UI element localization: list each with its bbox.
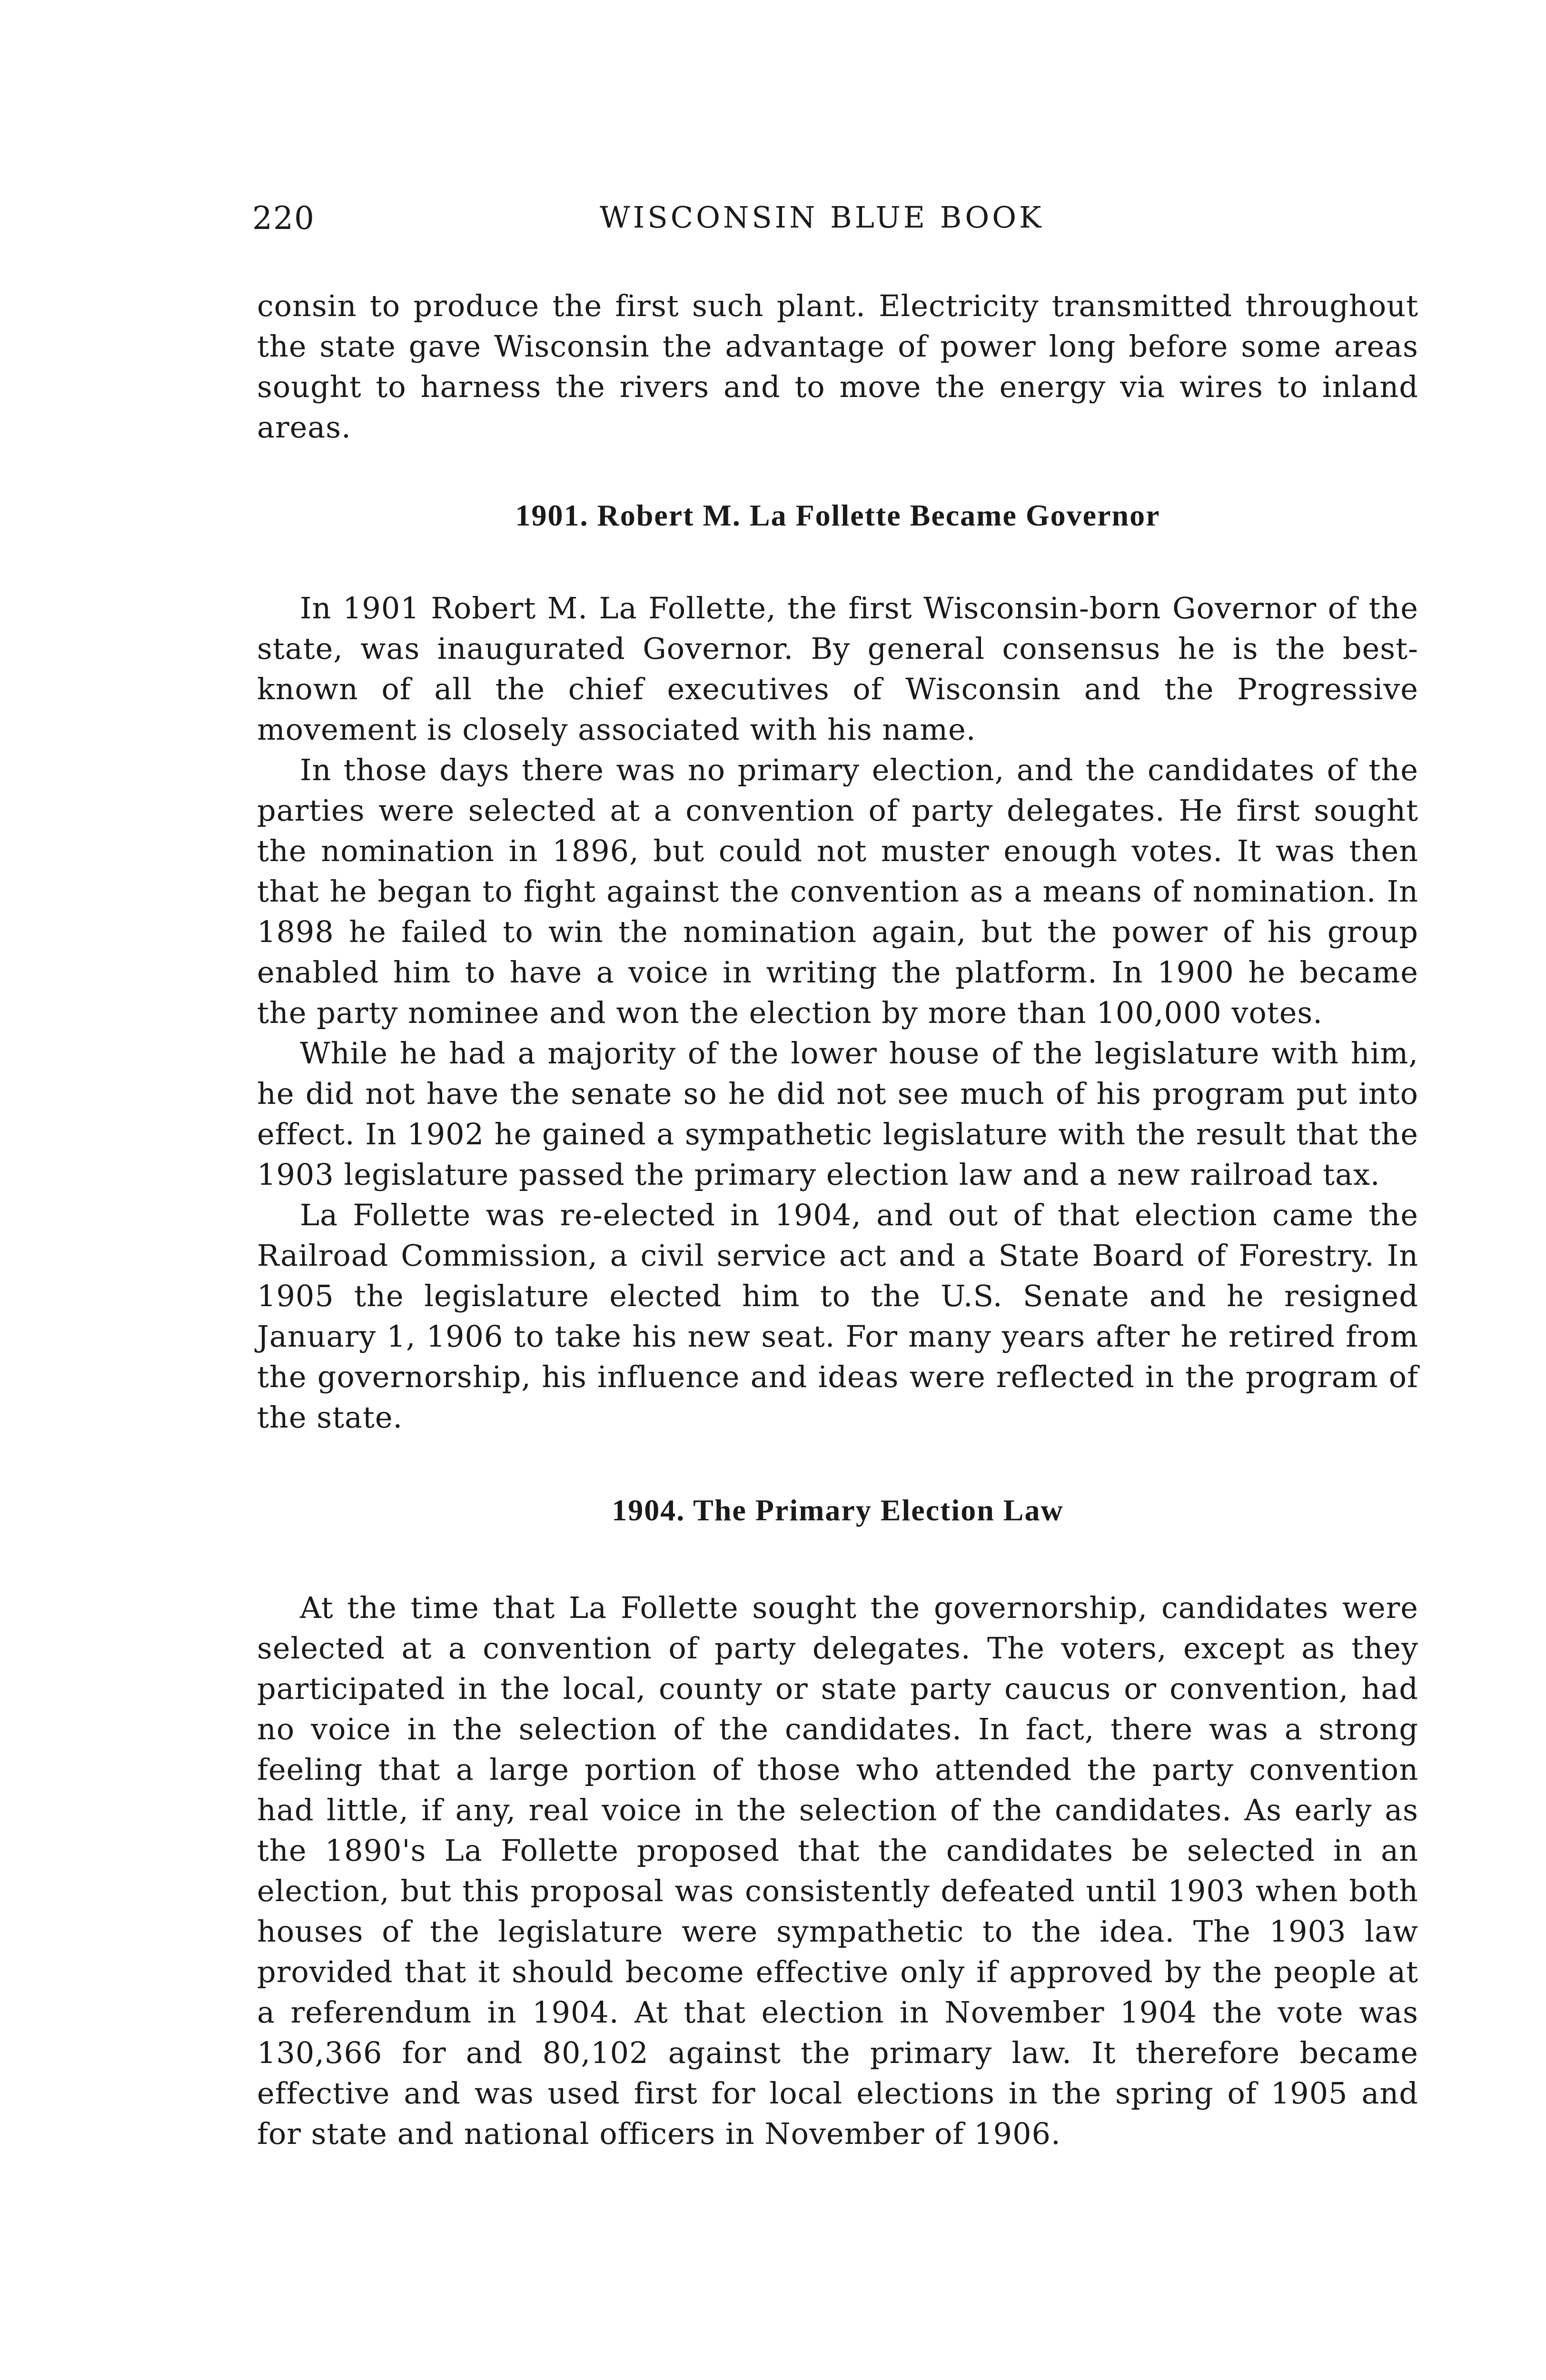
section-heading-la-follette: 1901. Robert M. La Follette Became Governor [515, 498, 1160, 532]
continuation-paragraph: consin to produce the first such plant. Electricity transmitted throughout the state gave Wisconsin the advantage of power long before some areas sought to harness the rivers and to move the energy via wires to inland areas. [257, 288, 1418, 445]
page-number: 220 [252, 200, 315, 237]
section1-paragraph-2: In those days there was no primary election, and the candidates of the parties were selected at a convention of party delegates. He first sought the nomination in 1896, but could not muster enough votes. It was then that he began to fight against the convention as a means of nomination. In 1898 he failed to win the nomination again, but the power of his group enabled him to have a voice in writing the platform. In 1900 he became the party nominee and won the election by more than 100,000 votes. [257, 753, 1418, 1030]
page-header [252, 200, 1418, 248]
page-body [257, 286, 1418, 2154]
section-heading-primary-election: 1904. The Primary Election Law [612, 1493, 1064, 1527]
section1-paragraph-1: In 1901 Robert M. La Follette, the first Wisconsin-born Governor of the state, was inaugurated Governor. By general consensus he is the best-known of all the chief executives of Wisconsin and the Progressive movement is closely associated with his name. [257, 591, 1418, 747]
section1-paragraph-3: While he had a majority of the lower house of the legislature with him, he did not have the senate so he did not see much of his program put into effect. In 1902 he gained a sympathetic legislature with the result that the 1903 legislature passed the primary election law and a new railroad tax. [257, 1036, 1418, 1192]
section1-paragraph-4: La Follette was re-elected in 1904, and out of that election came the Railroad Commission, a civil service act and a State Board of Forestry. In 1905 the legislature elected him to the U.S. Senate and he resigned January 1, 1906 to take his new seat. For many years after he retired from the governorship, his influence and ideas were reflected in the program of the state. [257, 1198, 1418, 1435]
running-head: WISCONSIN BLUE BOOK [600, 200, 1044, 235]
section2-paragraph-1: At the time that La Follette sought the governorship, candidates were selected at a convention of party delegates. The voters, except as they participated in the local, county or state party caucus or convention, had no voice in the selection of the candidates. In fact, there was a strong feeling that a large portion of those who attended the party convention had little, if any, real voice in the selection of the candidates. As early as the 1890's La Follette proposed that the candidates be selected in an election, but this proposal was consistently defeated until 1903 when both houses of the legislature were sympathetic to the idea. The 1903 law provided that it should become effective only if approved by the people at a referendum in 1904. At that election in November 1904 the vote was 130,366 for and 80,102 against the primary law. It therefore became effective and was used first for local elections in the spring of 1905 and for state and national officers in November of 1906. [257, 1590, 1418, 2151]
